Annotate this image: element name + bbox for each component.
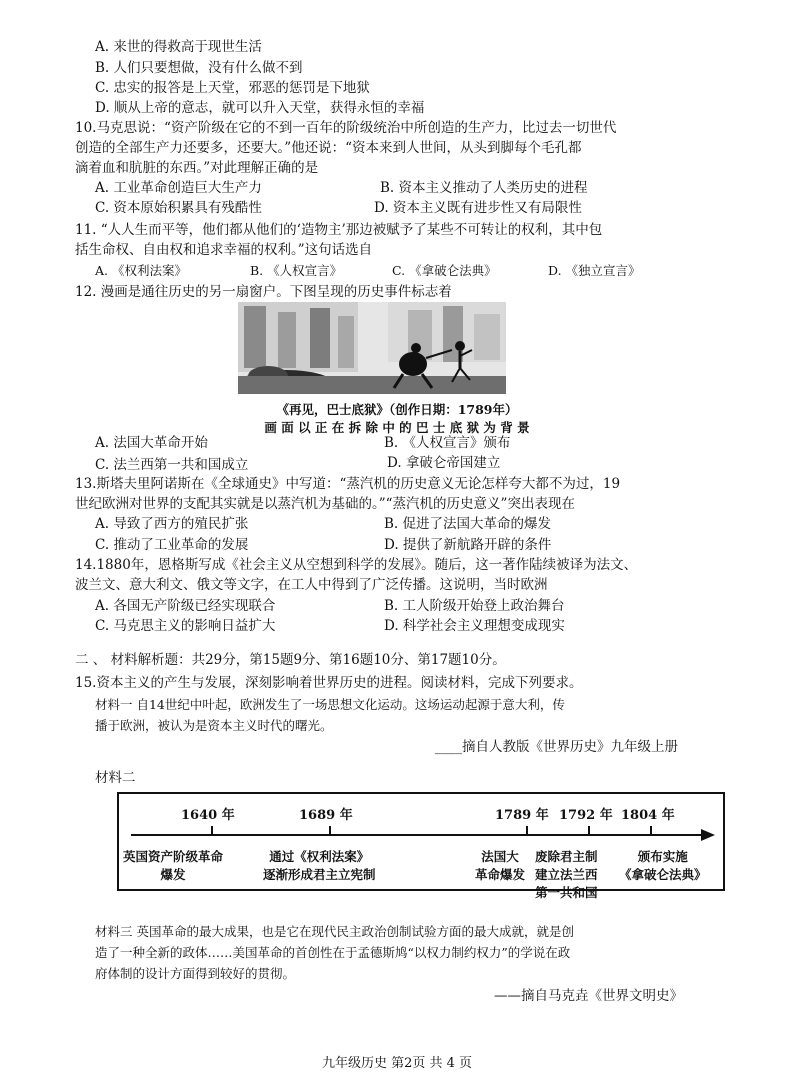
q15-stem: 15.资本主义的产生与发展，深刻影响着世界历史的进程。阅读材料，完成下列要求。: [75, 675, 583, 691]
q10-stem-line2: 创造的全部生产力还要多，还要大。”他还说：“资本来到人世间，从头到脚每个毛孔都: [75, 140, 582, 156]
q11-option-b: B. 《人权宣言》: [250, 263, 343, 278]
q15-material3-line2: 造了一种全新的政体……美国革命的首创性在于孟德斯鸠“以权力制约权力”的学说在政: [95, 945, 571, 960]
q14-option-c: C. 马克思主义的影响日益扩大: [95, 618, 276, 634]
q9-option-d: D. 顺从上帝的意志，就可以升入天堂，获得永恒的幸福: [95, 100, 425, 116]
material2-timeline: [117, 792, 725, 900]
q15-material3-line1: 材料三 英国革命的最大成果，也是它在现代民主政治创制试验方面的最大成就，就是创: [95, 924, 574, 939]
q14-stem-line1: 14.1880年，恩格斯写成《社会主义从空想到科学的发展》。随后，这一著作陆续被译为法文、: [75, 557, 638, 573]
q10-option-c: C. 资本原始积累具有残酷性: [95, 200, 262, 216]
timeline-year-1792: 1792 年: [559, 808, 613, 823]
timeline-event-1789: [475, 848, 525, 884]
q12-cartoon-subtitle: 画 面 以 正 在 拆 除 中 的 巴 士 底 狱 为 背 景: [264, 420, 530, 435]
timeline-event-1804: [619, 848, 707, 884]
q9-option-a: A. 来世的得救高于现世生活: [95, 39, 262, 55]
q11-option-c: C. 《拿破仑法典》: [392, 263, 497, 278]
timeline-event-1804-line1: 颁布实施: [637, 849, 688, 864]
q12-option-b: B. 《人权宣言》颁布: [384, 435, 511, 451]
q11-stem-line2: 括生命权、自由权和追求幸福的权利。”这句话选自: [75, 242, 373, 258]
q13-option-b: B. 促进了法国大革命的爆发: [384, 516, 552, 532]
timeline-event-1789-line1: 法国大: [481, 849, 519, 864]
timeline-event-1640-line1: 英国资产阶级革命: [123, 849, 224, 864]
q10-option-b: B. 资本主义推动了人类历史的进程: [380, 180, 588, 196]
q13-stem-line2: 世纪欧洲对世界的支配其实就是以蒸汽机为基础的。”“蒸汽机的历史意义”突出表现在: [75, 496, 575, 512]
q13-option-a: A. 导致了西方的殖民扩张: [95, 516, 249, 532]
q15-material3-line3: 府体制的设计方面得到较好的贯彻。: [95, 966, 296, 981]
q15-material1-source: ____摘自人教版《世界历史》九年级上册: [435, 739, 678, 755]
q10-stem-line1: 10.马克思说：“资产阶级在它的不到一百年的阶级统治中所创造的生产力，比过去一切世代: [75, 120, 617, 136]
q12-stem: 12. 漫画是通往历史的另一扇窗户。下图呈现的历史事件标志着: [75, 284, 452, 300]
q14-stem-line2: 波兰文、意大利文、俄文等文字，在工人中得到了广泛传播。这说明，当时欧洲: [75, 577, 548, 593]
q11-stem-line1: 11. “人人生而平等，他们都从他们的‘造物主’那边被赋予了某些不可转让的权利，其中包: [75, 222, 603, 238]
timeline-event-1689-line1: 通过《权利法案》: [269, 849, 370, 864]
timeline-event-1640-line2: 爆发: [160, 867, 186, 882]
q9-option-c: C. 忠实的报答是上天堂，邪恶的惩罚是下地狱: [95, 80, 370, 96]
q13-option-d: D. 提供了新航路开辟的条件: [384, 537, 552, 553]
q15-material1-line1: 材料一 自14世纪中叶起，欧洲发生了一场思想文化运动。这场运动起源于意大利，传: [95, 697, 565, 712]
timeline-event-1789-line2: 革命爆发: [475, 867, 526, 882]
timeline-event-1792-line2: 建立法兰西: [535, 867, 598, 882]
timeline-event-1689-line2: 逐渐形成君主立宪制: [263, 867, 376, 882]
bastille-cartoon-drawing: [238, 302, 506, 394]
q10-option-d: D. 资本主义既有进步性又有局限性: [374, 200, 582, 216]
timeline-year-1789: 1789 年: [495, 808, 549, 823]
q12-option-a: A. 法国大革命开始: [95, 435, 208, 451]
q14-option-a: A. 各国无产阶级已经实现联合: [95, 598, 276, 614]
bastille-cartoon-image: [238, 302, 506, 394]
timeline-year-1804: 1804 年: [621, 808, 675, 823]
timeline-event-1792: [535, 848, 598, 902]
page-footer: 九年级历史 第2页 共 4 页: [321, 1056, 473, 1071]
q10-option-a: A. 工业革命创造巨大生产力: [95, 180, 262, 196]
q12-cartoon-title: 《再见，巴士底狱》（创作日期：1789年）: [276, 402, 518, 417]
q11-option-d: D. 《独立宣言》: [548, 263, 641, 278]
timeline-event-1689: [263, 848, 376, 884]
q14-option-d: D. 科学社会主义理想变成现实: [384, 618, 565, 634]
timeline-year-1640: 1640 年: [181, 808, 235, 823]
timeline-event-1640: [123, 848, 223, 884]
timeline-event-1804-line2: 《拿破仑法典》: [619, 867, 707, 882]
q12-option-c: C. 法兰西第一共和国成立: [95, 457, 249, 473]
q15-material2-label: 材料二: [95, 770, 136, 786]
q13-option-c: C. 推动了工业革命的发展: [95, 537, 249, 553]
q12-option-d: D. 拿破仑帝国建立: [387, 455, 501, 471]
timeline-event-1792-line1: 废除君主制: [535, 849, 598, 864]
q15-material1-line2: 播于欧洲，被认为是资本主义时代的曙光。: [95, 718, 333, 733]
q14-option-b: B. 工人阶级开始登上政治舞台: [384, 598, 565, 614]
timeline-year-1689: 1689 年: [299, 808, 353, 823]
q10-stem-line3: 滴着血和肮脏的东西。”对此理解正确的是: [75, 160, 319, 176]
q15-material3-source: ——摘自马克垚《世界文明史》: [494, 988, 683, 1004]
section-2-heading: 二 、 材料解析题：共29分，第15题9分、第16题10分、第17题10分。: [75, 652, 506, 668]
q9-option-b: B. 人们只要想做，没有什么做不到: [95, 60, 303, 76]
q13-stem-line1: 13.斯塔夫里阿诺斯在《全球通史》中写道：“蒸汽机的历史意义无论怎样夸大都不为过，19: [75, 476, 621, 492]
q11-option-a: A. 《权利法案》: [95, 263, 187, 278]
timeline-event-1792-line3: 第一共和国: [535, 885, 598, 900]
